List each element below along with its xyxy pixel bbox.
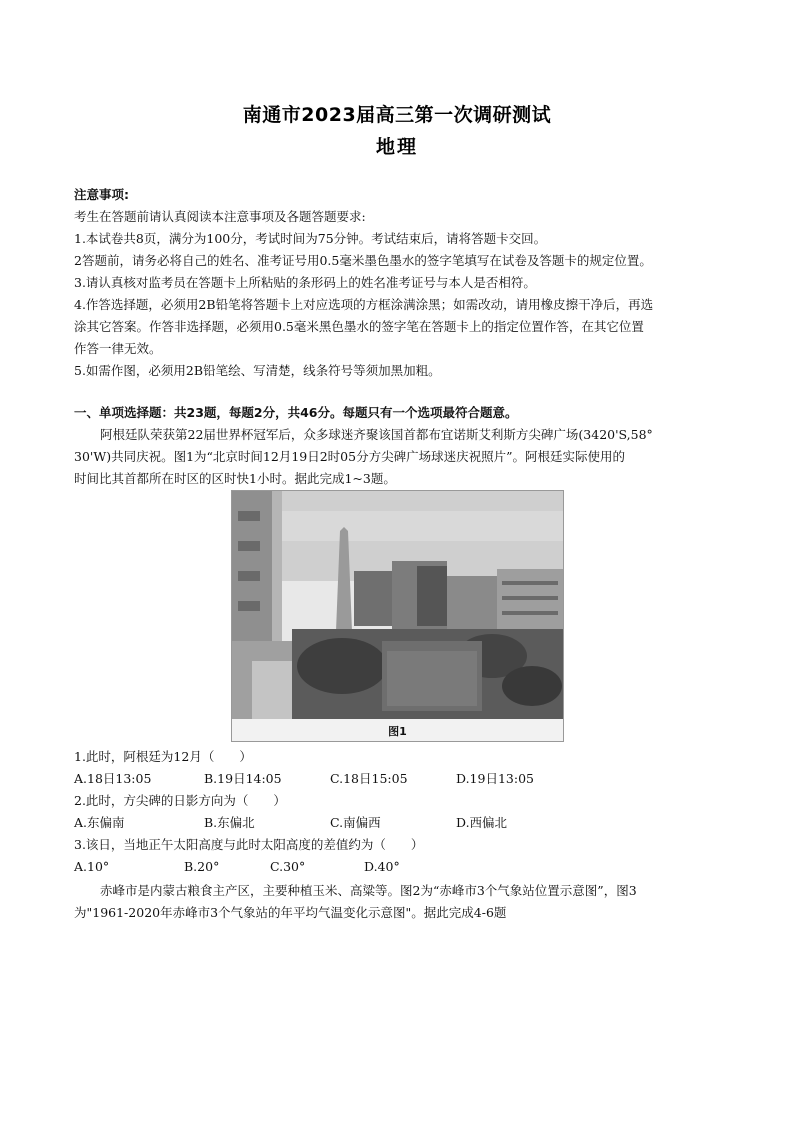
notice-line: 5.如需作图，必须用2B铅笔绘、写清楚，线条符号等须加黑加粗。 xyxy=(74,363,441,378)
notice-line: 3.请认真核对监考员在答题卡上所粘贴的条形码上的姓名准考证号与本人是否相符。 xyxy=(74,275,536,290)
option-b: B.20° xyxy=(184,859,220,874)
question-1-options xyxy=(74,768,724,790)
exam-subject: 地理 xyxy=(375,136,418,158)
question-intro-line: 时间比其首都所在时区的区时快1小时。据此完成1~3题。 xyxy=(74,471,396,486)
notice-line: 2答题前，请务必将自己的姓名、准考证号用0.5毫米墨色墨水的签字笔填写在试卷及答题卡的规定位置。 xyxy=(74,253,652,268)
question-1-stem: 1.此时，阿根廷为12月（ ） xyxy=(74,749,252,764)
option-c: C.30° xyxy=(270,859,306,874)
question-intro-line: 为"1961-2020年赤峰市3个气象站的年平均气温变化示意图"。据此完成4-6题 xyxy=(74,905,507,920)
notice-line: 涂其它答案。作答非选择题，必须用0.5毫米黑色墨水的签字笔在答题卡上的指定位置作答，在其它位置 xyxy=(74,319,644,334)
question-intro-line: 30'W)共同庆祝。图1为“北京时间12月19日2时05分方尖碑广场球迷庆祝照片”。阿根廷实际使用的 xyxy=(74,449,625,464)
option-c: C.18日15:05 xyxy=(330,771,408,786)
option-d: D.40° xyxy=(364,859,400,874)
section-heading: 一、单项选择题：共23题，每题2分，共46分。每题只有一个选项最符合题意。 xyxy=(74,405,518,420)
obelisk-square-photo xyxy=(232,491,563,741)
option-a: A.东偏南 xyxy=(74,815,125,830)
option-d: D.19日13:05 xyxy=(456,771,534,786)
question-2-stem: 2.此时，方尖碑的日影方向为（ ） xyxy=(74,793,286,808)
notice-line: 考生在答题前请认真阅读本注意事项及各题答题要求: xyxy=(74,209,366,224)
option-a: A.18日13:05 xyxy=(74,771,152,786)
notice-heading: 注意事项: xyxy=(74,187,129,202)
notice-line: 4.作答选择题，必须用2B铅笔将答题卡上对应选项的方框涂满涂黑；如需改动，请用橡皮擦干净后，再选 xyxy=(74,297,654,312)
figure-1-caption: 图1 xyxy=(388,725,407,738)
option-d: D.西偏北 xyxy=(456,815,508,830)
option-c: C.南偏西 xyxy=(330,815,381,830)
question-3-stem: 3.该日，当地正午太阳高度与此时太阳高度的差值约为（ ） xyxy=(74,837,424,852)
option-b: B.东偏北 xyxy=(204,815,255,830)
notice-line: 1.本试卷共8页，满分为100分，考试时间为75分钟。考试结束后，请将答题卡交回。 xyxy=(74,231,547,246)
notice-line: 作答一律无效。 xyxy=(74,341,162,356)
option-b: B.19日14:05 xyxy=(204,771,282,786)
question-3-options xyxy=(74,856,724,878)
exam-title: 南通市2023届高三第一次调研测试 xyxy=(242,104,552,126)
option-a: A.10° xyxy=(74,859,110,874)
figure-1-photo xyxy=(231,490,564,742)
question-intro-line: 阿根廷队荣获第22届世界杯冠军后，众多球迷齐聚该国首都布宜诺斯艾利斯方尖碑广场(3420'S,58° xyxy=(100,427,653,442)
question-intro-line: 赤峰市是内蒙古粮食主产区，主要种植玉米、高粱等。图2为“赤峰市3个气象站位置示意图”，图3 xyxy=(100,883,637,898)
question-2-options xyxy=(74,812,724,834)
